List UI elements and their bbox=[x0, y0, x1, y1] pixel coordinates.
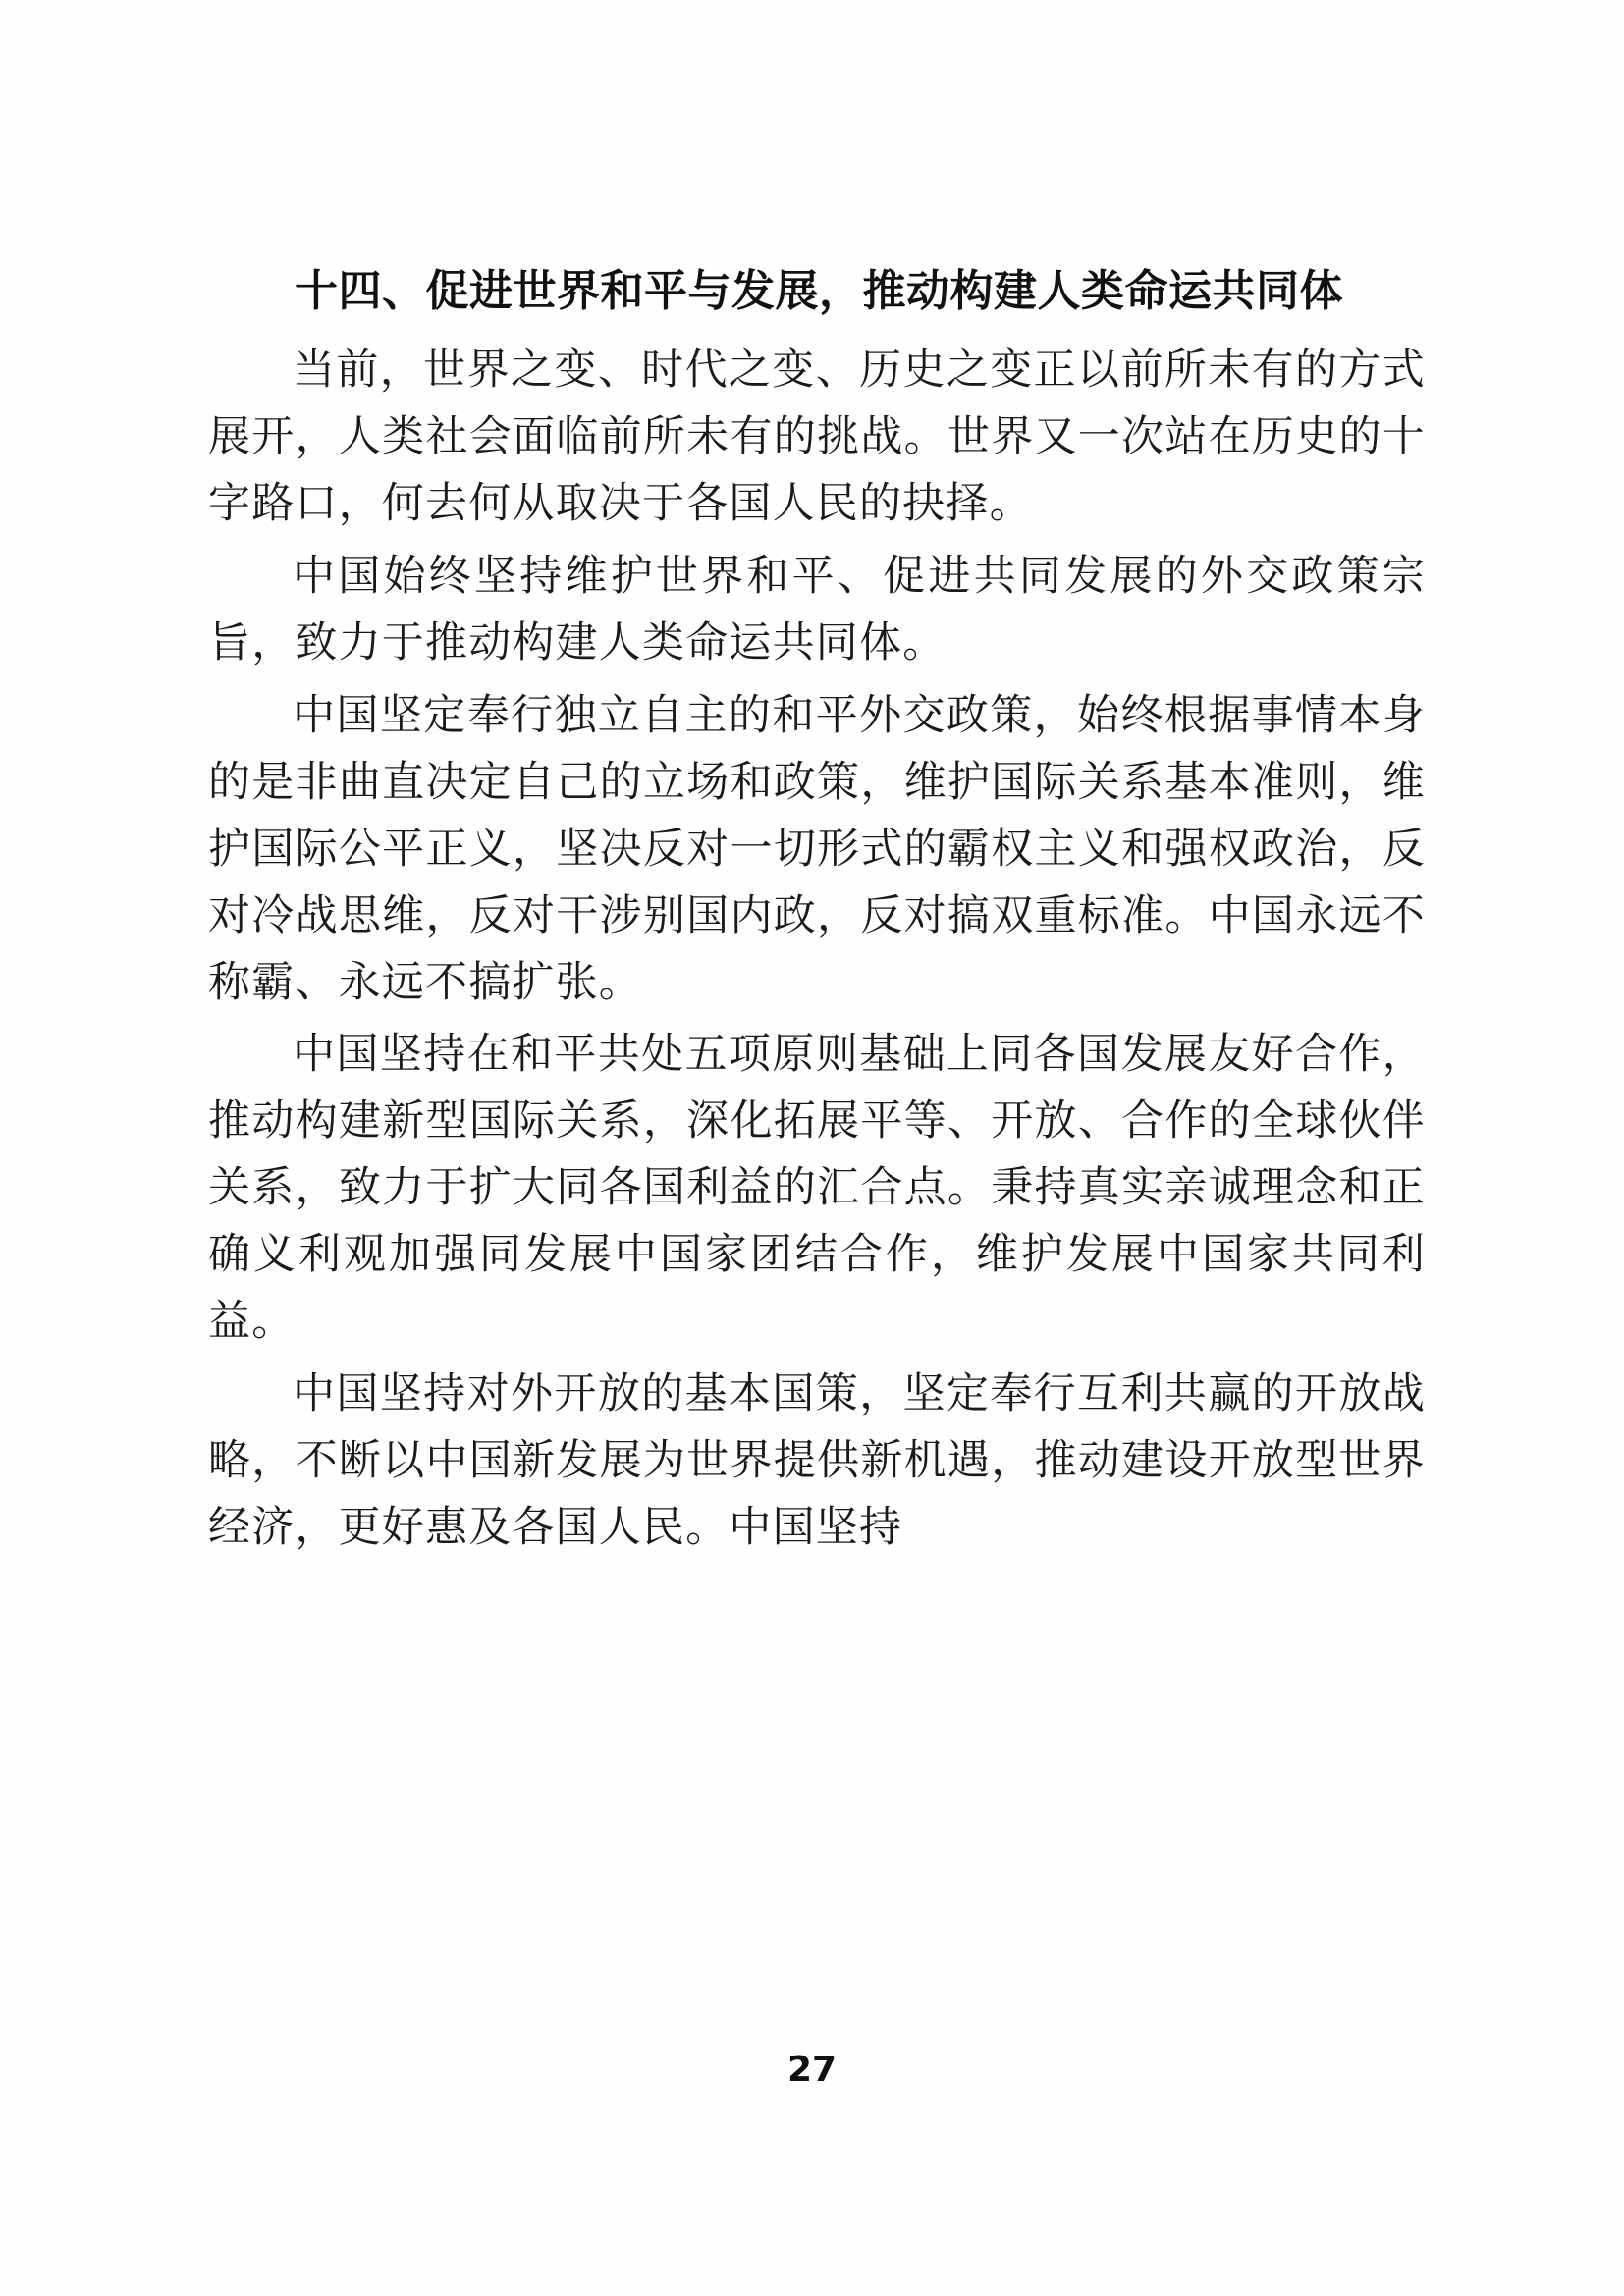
paragraph-2: 中国始终坚持维护世界和平、促进共同发展的外交政策宗旨，致力于推动构建人类命运共同体。 bbox=[208, 551, 1426, 667]
page-number: 27 bbox=[786, 2050, 838, 2090]
paragraph-3: 中国坚定奉行独立自主的和平外交政策，始终根据事情本身的是非曲直决定自己的立场和政策，维护国际关系基本准则，维护国际公平正义，坚决反对一切形式的霸权主义和强权政治，反对冷战思维，反对干涉别国内政，反对搞双重标准。中国永远不称霸、永远不搞扩张。 bbox=[208, 690, 1426, 1007]
section-heading: 十四、促进世界和平与发展，推动构建人类命运共同体 bbox=[295, 266, 1343, 316]
paragraph-5: 中国坚持对外开放的基本国策，坚定奉行互利共赢的开放战略，不断以中国新发展为世界提供新机遇，推动建设开放型世界经济，更好惠及各国人民。中国坚持 bbox=[208, 1369, 1426, 1553]
page-content bbox=[208, 263, 1426, 1568]
paragraph-1: 当前，世界之变、时代之变、历史之变正以前所未有的方式展开，人类社会面临前所未有的挑战。世界又一次站在历史的十字路口，何去何从取决于各国人民的抉择。 bbox=[208, 346, 1426, 528]
paragraph-4: 中国坚持在和平共处五项原则基础上同各国发展友好合作，推动构建新型国际关系，深化拓展平等、开放、合作的全球伙伴关系，致力于扩大同各国利益的汇合点。秉持真实亲诚理念和正确义利观加强同发展中国家团结合作，维护发展中国家共同利益。 bbox=[208, 1030, 1426, 1347]
